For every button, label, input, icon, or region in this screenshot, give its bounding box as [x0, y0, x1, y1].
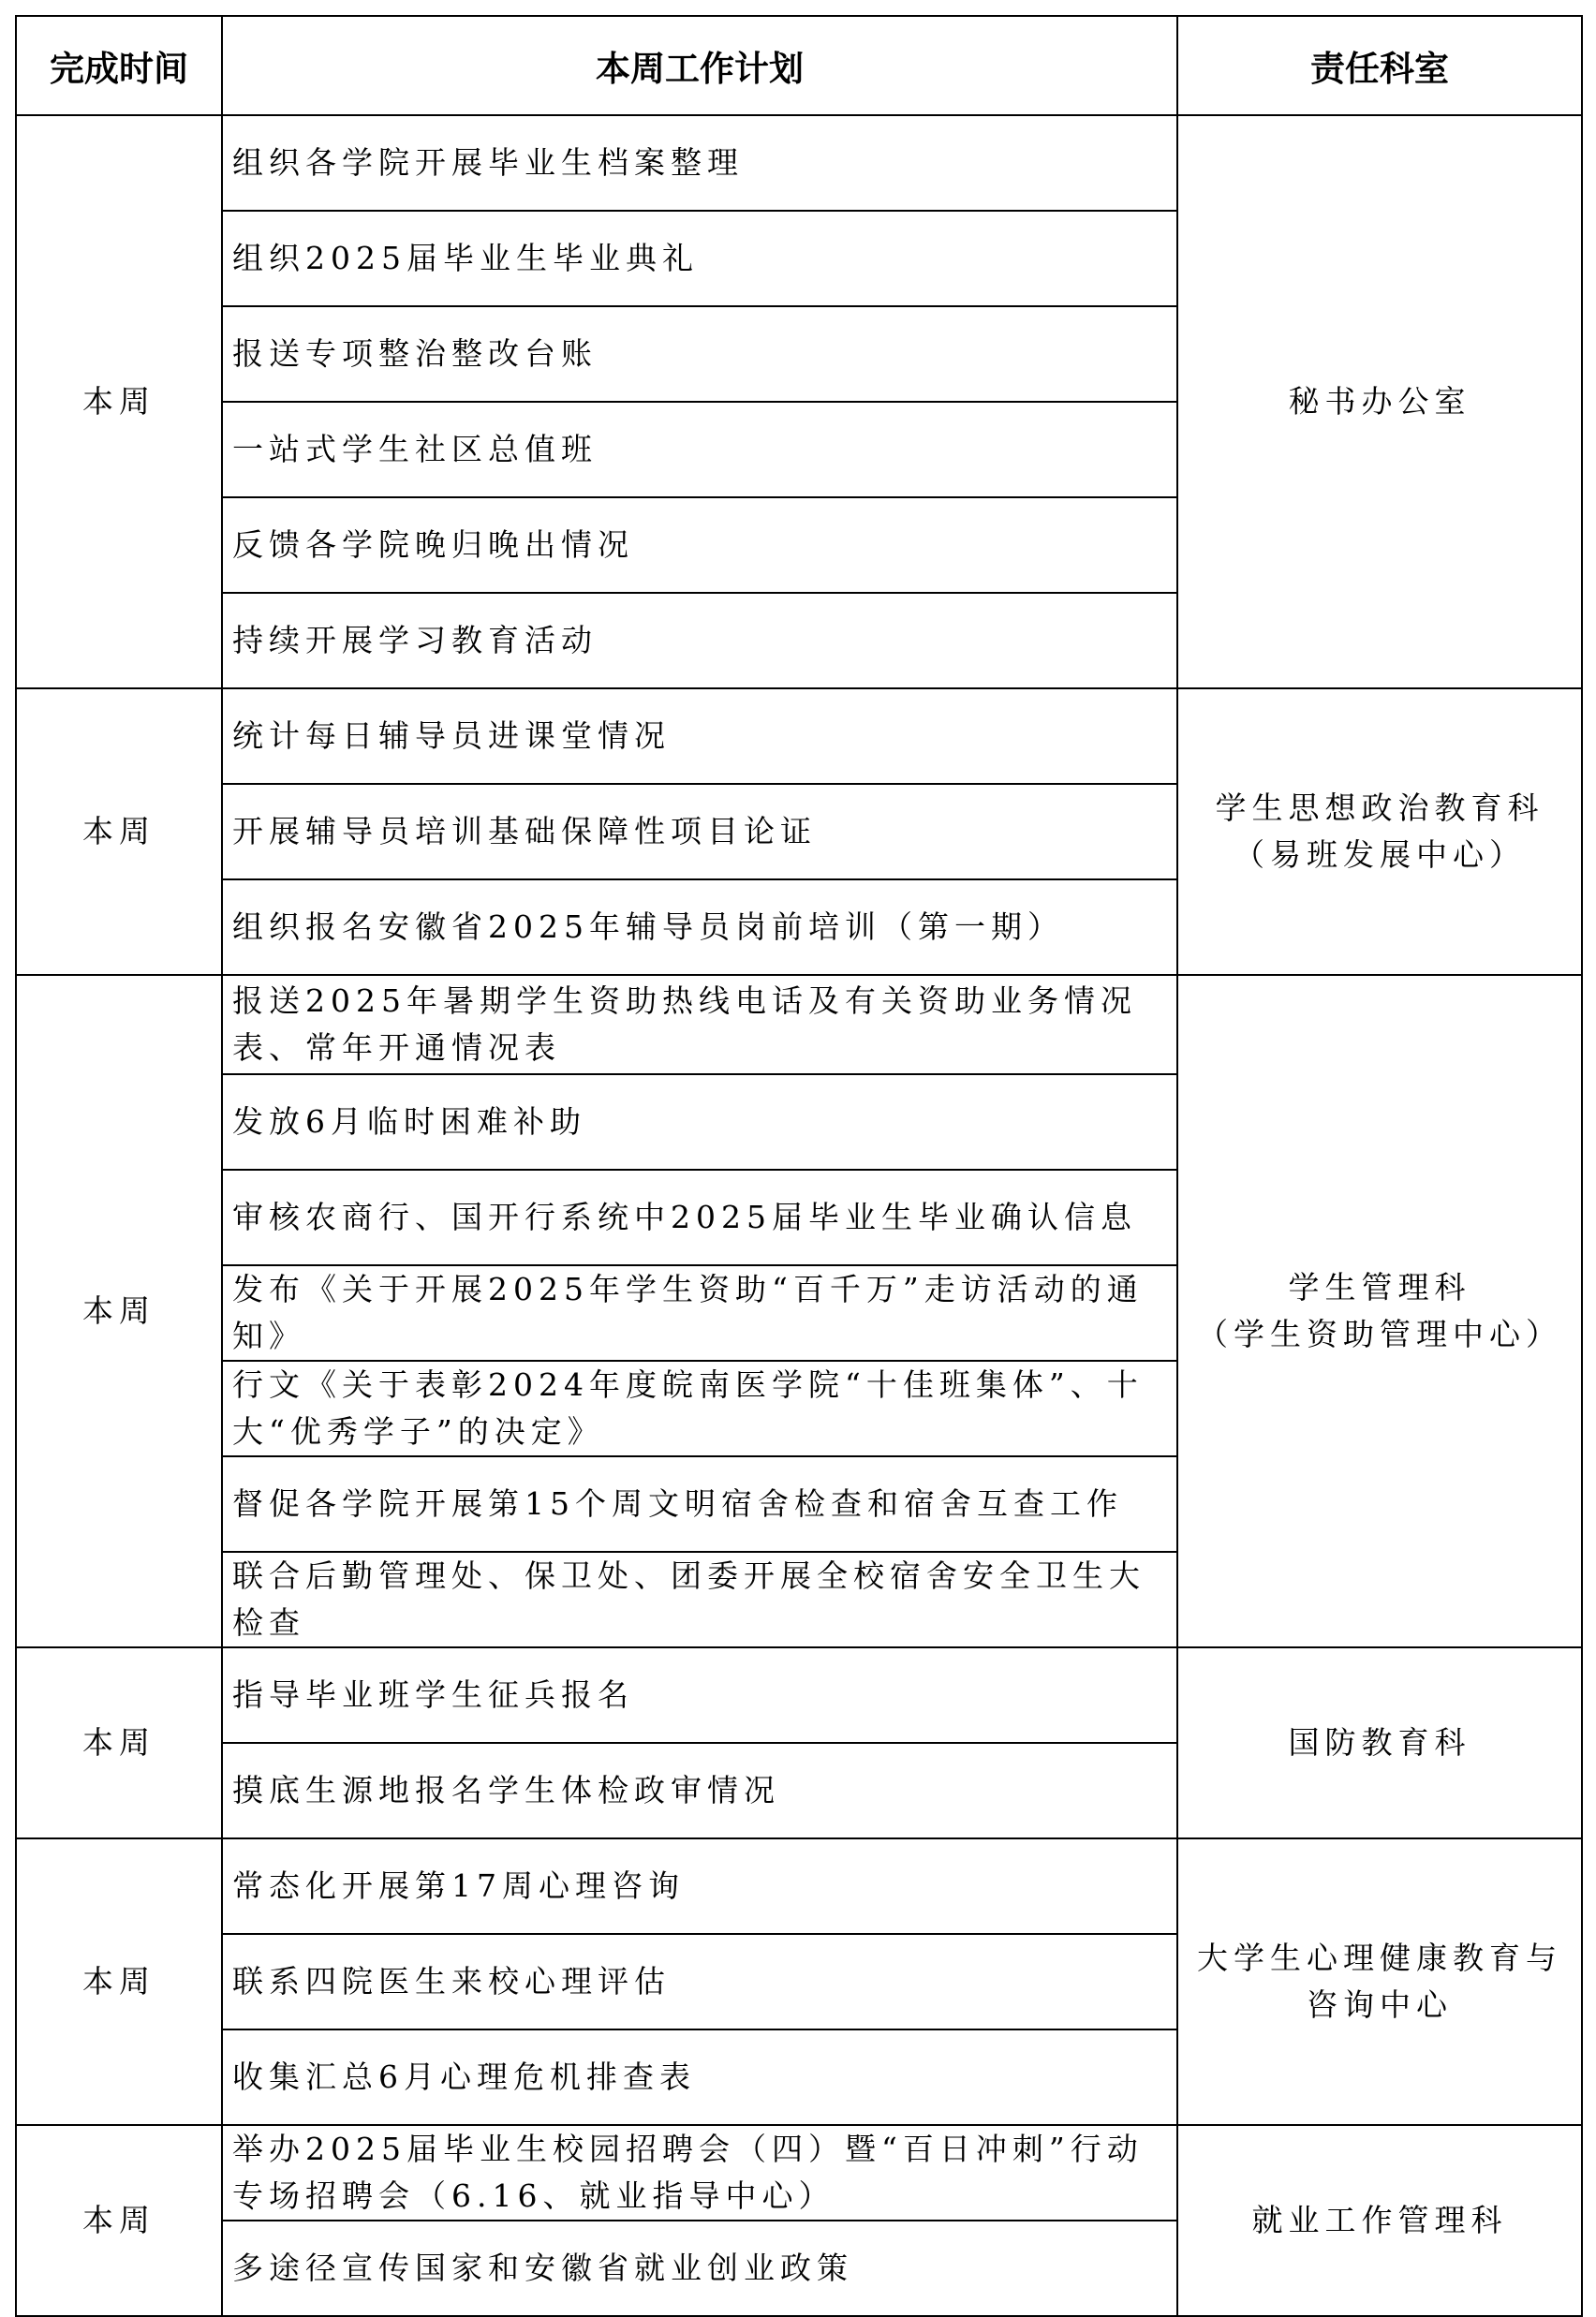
task-cell: 组织各学院开展毕业生档案整理	[222, 115, 1177, 211]
table-row	[16, 115, 1582, 211]
completion-time-cell: 本周	[16, 1647, 222, 1838]
task-cell: 开展辅导员培训基础保障性项目论证	[222, 784, 1177, 879]
task-cell: 指导毕业班学生征兵报名	[222, 1647, 1177, 1743]
completion-time-cell: 本周	[16, 975, 222, 1647]
task-cell: 审核农商行、国开行系统中2025届毕业生毕业确认信息	[222, 1170, 1177, 1265]
completion-time-cell: 本周	[16, 115, 222, 688]
task-cell: 报送专项整治整改台账	[222, 306, 1177, 402]
header-dept: 责任科室	[1177, 16, 1582, 115]
table-row	[16, 975, 1582, 1074]
task-cell: 报送2025年暑期学生资助热线电话及有关资助业务情况表、常年开通情况表	[222, 975, 1177, 1074]
department-name-line: 就业工作管理科	[1251, 2202, 1508, 2238]
work-plan-table	[15, 15, 1583, 2317]
task-cell: 一站式学生社区总值班	[222, 402, 1177, 497]
department-cell	[1177, 975, 1582, 1647]
task-cell: 联系四院医生来校心理评估	[222, 1934, 1177, 2029]
department-cell	[1177, 1647, 1582, 1838]
task-cell: 常态化开展第17周心理咨询	[222, 1838, 1177, 1934]
department-name-line: （易班发展中心）	[1234, 836, 1526, 873]
department-cell	[1177, 115, 1582, 688]
department-cell	[1177, 1838, 1582, 2125]
completion-time-cell: 本周	[16, 2125, 222, 2316]
table-row	[16, 1838, 1582, 1934]
task-cell: 行文《关于表彰2024年度皖南医学院“十佳班集体”、十大“优秀学子”的决定》	[222, 1361, 1177, 1456]
task-cell: 发放6月临时困难补助	[222, 1074, 1177, 1170]
table-body	[16, 115, 1582, 2316]
table-row	[16, 688, 1582, 784]
department-name-line: 学生管理科	[1288, 1269, 1471, 1306]
task-cell: 举办2025届毕业生校园招聘会（四）暨“百日冲刺”行动专场招聘会（6.16、就业指导中心）	[222, 2125, 1177, 2221]
department-name-line: 秘书办公室	[1288, 383, 1471, 420]
completion-time-cell: 本周	[16, 1838, 222, 2125]
task-cell: 组织报名安徽省2025年辅导员岗前培训（第一期）	[222, 879, 1177, 975]
task-cell: 多途径宣传国家和安徽省就业创业政策	[222, 2221, 1177, 2316]
completion-time-cell: 本周	[16, 688, 222, 975]
department-name-line: 咨询中心	[1307, 1986, 1453, 2023]
task-cell: 持续开展学习教育活动	[222, 593, 1177, 688]
task-cell: 摸底生源地报名学生体检政审情况	[222, 1743, 1177, 1838]
department-cell	[1177, 688, 1582, 975]
header-time: 完成时间	[16, 16, 222, 115]
table-row	[16, 1647, 1582, 1743]
department-name-line: 大学生心理健康教育与	[1197, 1940, 1562, 1976]
task-cell: 反馈各学院晚归晚出情况	[222, 497, 1177, 593]
task-cell: 收集汇总6月心理危机排查表	[222, 2029, 1177, 2125]
header-row	[16, 16, 1582, 115]
department-name-line: 国防教育科	[1288, 1724, 1471, 1761]
header-plan: 本周工作计划	[222, 16, 1177, 115]
department-cell	[1177, 2125, 1582, 2316]
task-cell: 发布《关于开展2025年学生资助“百千万”走访活动的通知》	[222, 1265, 1177, 1361]
task-cell: 督促各学院开展第15个周文明宿舍检查和宿舍互查工作	[222, 1456, 1177, 1552]
department-name-line: 学生思想政治教育科	[1215, 790, 1544, 826]
task-cell: 组织2025届毕业生毕业典礼	[222, 211, 1177, 306]
task-cell: 统计每日辅导员进课堂情况	[222, 688, 1177, 784]
table-row	[16, 2125, 1582, 2221]
department-name-line: （学生资助管理中心）	[1197, 1316, 1562, 1352]
task-cell: 联合后勤管理处、保卫处、团委开展全校宿舍安全卫生大检查	[222, 1552, 1177, 1647]
